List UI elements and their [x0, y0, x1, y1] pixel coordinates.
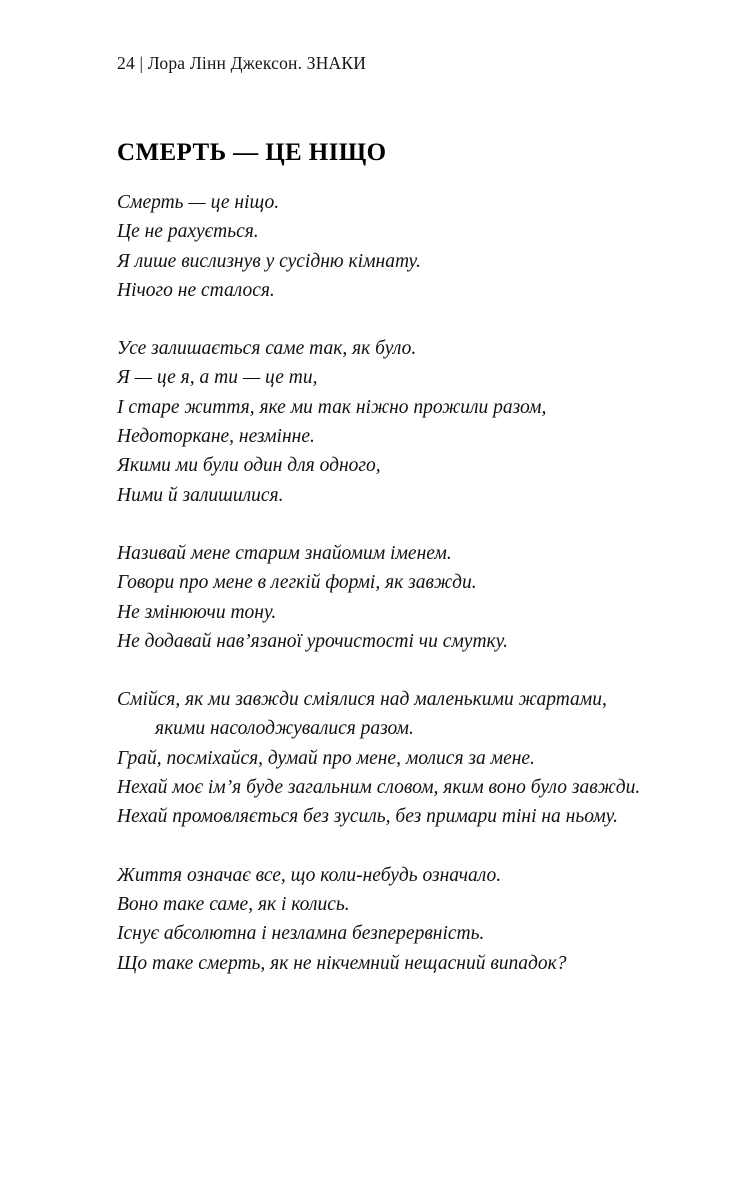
verse-line: Ними й залишилися.: [117, 484, 284, 506]
stanza: [117, 334, 645, 510]
verse-line: Смерть — це ніщо.: [117, 192, 280, 213]
verse-line: Нічого не сталося.: [117, 279, 275, 301]
verse-line: Грай, посміхайся, думай про мене, молися за мене.: [117, 747, 535, 769]
running-header: 24 | Лора Лінн Джексон. ЗНАКИ: [117, 53, 367, 73]
verse-line: Я — це я, а ти — це ти,: [117, 367, 318, 389]
verse-line: Смійся, як ми завжди сміялися над маленькими жартами, якими насолоджувалися разом.: [117, 689, 612, 740]
verse-line: Я лише вислизнув у сусідню кімнату.: [117, 250, 421, 272]
verse-line: Називай мене старим знайомим іменем.: [117, 542, 452, 564]
verse-line: Нехай промовляється без зусиль, без примари тіні на ньому.: [117, 806, 618, 828]
stanza: [117, 861, 645, 978]
verse-line: Якими ми були один для одного,: [117, 455, 381, 477]
verse-line: Не додавай нав’язаної урочистості чи смутку.: [117, 630, 508, 652]
verse-line: Говори про мене в легкій формі, як завжди.: [117, 572, 477, 594]
verse-line: Що таке смерть, як не нікчемний нещасний випадок?: [117, 952, 567, 974]
verse-line: Життя означає все, що коли-небудь означало.: [117, 864, 502, 886]
poem-body: [117, 188, 645, 978]
verse-line: Це не рахується.: [117, 221, 259, 243]
verse-line: Нехай моє ім’я буде загальним словом, яким воно було завжди.: [117, 777, 641, 799]
stanza: [117, 539, 645, 656]
verse-line: Не змінюючи тону.: [117, 601, 277, 623]
verse-line: Воно таке саме, як і колись.: [117, 893, 350, 915]
page-title: СМЕРТЬ — ЦЕ НІЩО: [117, 138, 387, 166]
verse-line: І старе життя, яке ми так ніжно прожили разом,: [117, 396, 547, 418]
stanza: [117, 188, 645, 305]
verse-line: Існує абсолютна і незламна безперервність.: [117, 923, 485, 945]
stanza: [117, 685, 645, 831]
verse-line: Усе залишається саме так, як було.: [117, 338, 417, 360]
verse-line: Недоторкане, незмінне.: [117, 426, 315, 448]
